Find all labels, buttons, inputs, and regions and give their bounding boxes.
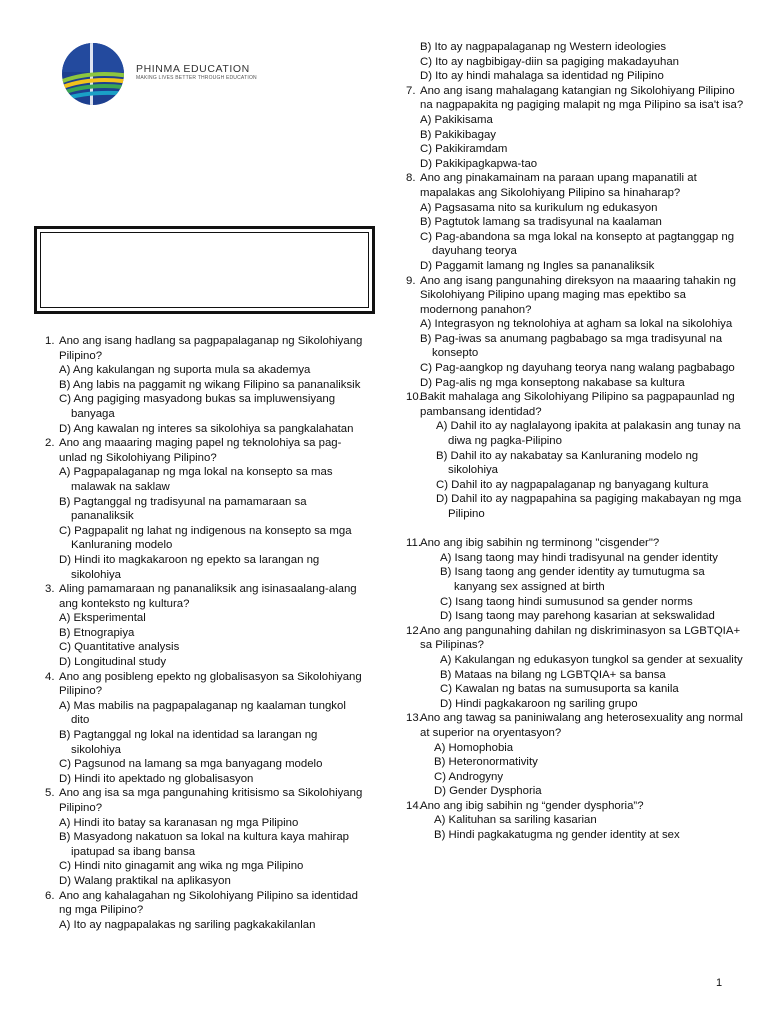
question-number: 7. <box>406 84 416 97</box>
option: C) Isang taong hindi sumusunod sa gender norms <box>440 595 693 608</box>
option: B) Dahil ito ay nakabatay sa Kanluraning modelo ng sikolohiya <box>436 449 699 477</box>
question-number: 5. <box>45 787 55 800</box>
question-7 <box>406 84 746 172</box>
option: C) Pag-aangkop ng dayuhang teorya nang walang pagbabago <box>420 362 735 375</box>
option: D) Isang taong may parehong kasarian at sekswalidad <box>440 610 715 623</box>
option: C) Pag-abandona sa mga lokal na konsepto at pagtanggap ng dayuhang teorya <box>420 230 735 258</box>
question-number: 9. <box>406 274 416 287</box>
question-stem: Aling pamamaraan ng pananaliksik ang isinasaalang-alang ang konteksto ng kultura? <box>59 583 357 610</box>
phinma-globe-icon <box>60 42 130 106</box>
option: A) Kalituhan sa sariling kasarian <box>434 814 597 827</box>
question-11 <box>406 536 746 624</box>
question-stem: Ano ang maaaring maging papel ng teknolohiya sa pag-unlad ng Sikolohiyang Pilipino? <box>59 437 342 464</box>
org-tagline: MAKING LIVES BETTER THROUGH EDUCATION <box>136 75 257 81</box>
option: C) Ang pagiging masyadong bukas sa impluwensiyang banyaga <box>59 393 336 420</box>
question-9 <box>406 274 746 391</box>
option: D) Hindi ito apektado ng globalisasyon <box>59 772 254 785</box>
question-number: 2. <box>45 437 55 450</box>
option: A) Pakikisama <box>420 113 493 126</box>
question-stem: Ano ang isa sa mga pangunahing kritisismo sa Sikolohiyang Pilipino? <box>59 787 363 814</box>
option: A) Eksperimental <box>59 612 146 625</box>
option: B) Mataas na bilang ng LGBTQIA+ sa bansa <box>440 668 666 681</box>
question-number: 3. <box>45 583 55 596</box>
question-5 <box>45 786 365 888</box>
option: B) Pagtanggal ng tradisyunal na pamamaraan sa pananaliksik <box>59 495 307 523</box>
option: B) Heteronormativity <box>434 756 538 769</box>
option: C) Pakikiramdam <box>420 143 508 156</box>
question-number: 1. <box>45 335 55 347</box>
logo-text <box>136 63 257 82</box>
question-number: 8. <box>406 172 416 185</box>
option: D) Ang kawalan ng interes sa sikolohiya sa pangkalahatan <box>59 422 354 435</box>
question-stem: Ano ang ibig sabihin ng “gender dysphoria”? <box>420 799 644 812</box>
option: B) Etnograpiya <box>59 626 135 639</box>
option: A) Isang taong may hindi tradisyunal na gender identity <box>440 551 718 564</box>
option: B) Pag-iwas sa anumang pagbabago sa mga tradisyunal na konsepto <box>420 332 723 360</box>
option: B) Pagtanggal ng lokal na identidad sa larangan ng sikolohiya <box>59 729 318 756</box>
option: D) Hindi ito magkakaroon ng epekto sa larangan ng sikolohiya <box>59 553 320 581</box>
option: A) Ito ay nagpapalakas ng sariling pagkakakilanlan <box>59 918 316 931</box>
option: A) Kakulangan ng edukasyon tungkol sa gender at sexuality <box>440 653 743 666</box>
option: D) Gender Dysphoria <box>434 785 542 798</box>
question-stem: Ano ang isang mahalagang katangian ng Sikolohiyang Pilipino na nagpapakita ng pagiging malapit ng mga Pilipino sa isa't isa? <box>420 84 744 112</box>
option: D) Hindi pagkakaroon ng sariling grupo <box>440 697 638 710</box>
question-1 <box>45 334 365 436</box>
question-number: 10. <box>406 391 422 404</box>
question-6 <box>45 889 365 933</box>
option: B) Pakikibagay <box>420 128 496 141</box>
option: D) Longitudinal study <box>59 656 167 669</box>
option: D) Paggamit lamang ng Ingles sa pananaliksik <box>420 259 655 272</box>
right-column <box>406 40 746 843</box>
option: A) Pagsasama nito sa kurikulum ng edukasyon <box>420 201 658 214</box>
question-stem: Ano ang isang pangunahing direksyon na maaaring tahakin ng Sikolohiyang Pilipino upang maging mas epektibo sa modernong panahon? <box>420 274 737 316</box>
option: A) Homophobia <box>434 741 514 754</box>
question-2 <box>45 436 365 582</box>
question-number: 11. <box>406 537 421 550</box>
question-10 <box>406 390 746 521</box>
question-12 <box>406 624 746 712</box>
question-13 <box>406 711 746 799</box>
question-number: 12. <box>406 624 422 637</box>
option: A) Pagpapalaganap ng mga lokal na konsepto sa mas malawak na saklaw <box>59 466 333 493</box>
title-box <box>34 226 375 314</box>
option: A) Dahil ito ay naglalayong ipakita at palakasin ang tunay na diwa ng pagka-Pilipino <box>436 420 741 448</box>
page-number: 1 <box>716 977 723 989</box>
option: C) Hindi nito ginagamit ang wika ng mga Pilipino <box>59 860 304 873</box>
option: A) Integrasyon ng teknolohiya at agham sa lokal na sikolohiya <box>420 318 733 331</box>
question-stem: Ano ang posibleng epekto ng globalisasyon sa Sikolohiyang Pilipino? <box>59 670 362 698</box>
question-number: 13. <box>406 712 422 725</box>
option: C) Androgyny <box>434 770 504 783</box>
question-stem: Ano ang pinakamainam na paraan upang mapanatili at mapalakas ang Sikolohiyang Pilipino sa hinaharap? <box>420 172 697 199</box>
option: D) Ito ay hindi mahalaga sa identidad ng Pilipino <box>420 70 664 83</box>
option: B) Masyadong nakatuon sa lokal na kultura kaya mahirap ipatupad sa ibang bansa <box>59 831 349 858</box>
option: A) Hindi ito batay sa karanasan ng mga Pilipino <box>59 816 299 829</box>
phinma-logo <box>60 42 260 106</box>
question-stem: Ano ang ibig sabihin ng terminong "cisgender"? <box>420 537 660 550</box>
option: C) Pagpapalit ng lahat ng indigenous na konsepto sa mga Kanluraning modelo <box>59 524 352 552</box>
question-number: 4. <box>45 670 55 683</box>
question-number: 14. <box>406 799 422 812</box>
option: B) Hindi pagkakatugma ng gender identity at sex <box>434 829 680 842</box>
option: C) Ito ay nagbibigay-diin sa pagiging makadayuhan <box>420 55 679 68</box>
question-stem: Ano ang isang hadlang sa pagpapalaganap ng Sikolohiyang Pilipino? <box>59 335 363 362</box>
option: C) Quantitative analysis <box>59 641 180 654</box>
option: C) Pagsunod na lamang sa mga banyagang modelo <box>59 758 323 771</box>
option: B) Ito ay nagpapalaganap ng Western ideologies <box>420 41 667 53</box>
question-14 <box>406 799 746 843</box>
option: C) Kawalan ng batas na sumusuporta sa kanila <box>440 683 679 696</box>
option: C) Dahil ito ay nagpapalaganap ng banyagang kultura <box>436 478 709 491</box>
question-4 <box>45 670 365 787</box>
question-stem: Ano ang pangunahing dahilan ng diskriminasyon sa LGBTQIA+ sa Pilipinas? <box>420 624 741 652</box>
option: B) Ang labis na paggamit ng wikang Filipino sa pananaliksik <box>59 378 361 391</box>
question-stem: Ano ang kahalagahan ng Sikolohiyang Pilipino sa identidad ng mga Pilipino? <box>59 889 358 917</box>
option: D) Dahil ito ay nagpapahina sa pagiging makabayan ng mga Pilipino <box>436 493 742 520</box>
option: D) Pag-alis ng mga konseptong nakabase sa kultura <box>420 376 685 389</box>
option: A) Ang kakulangan ng suporta mula sa akademya <box>59 364 311 377</box>
question-3 <box>45 582 365 670</box>
left-column <box>45 334 365 932</box>
option: A) Mas mabilis na pagpapalaganap ng kaalaman tungkol dito <box>59 699 346 727</box>
option: B) Pagtutok lamang sa tradisyunal na kaalaman <box>420 216 662 229</box>
option: D) Walang praktikal na aplikasyon <box>59 874 231 887</box>
option: B) Isang taong ang gender identity ay tumutugma sa kanyang sex assigned at birth <box>440 566 705 593</box>
question-stem: Bakit mahalaga ang Sikolohiyang Pilipino sa pagpapaunlad ng pambansang identidad? <box>420 391 735 418</box>
option: D) Pakikipagkapwa-tao <box>420 157 538 170</box>
org-name: PHINMA EDUCATION <box>136 63 250 75</box>
question-stem: Ano ang tawag sa paniniwalang ang heterosexuality ang normal at superior na oryentasyon? <box>420 712 743 739</box>
question-8 <box>406 171 746 273</box>
question-6-continued <box>406 40 746 84</box>
question-number: 6. <box>45 889 55 902</box>
